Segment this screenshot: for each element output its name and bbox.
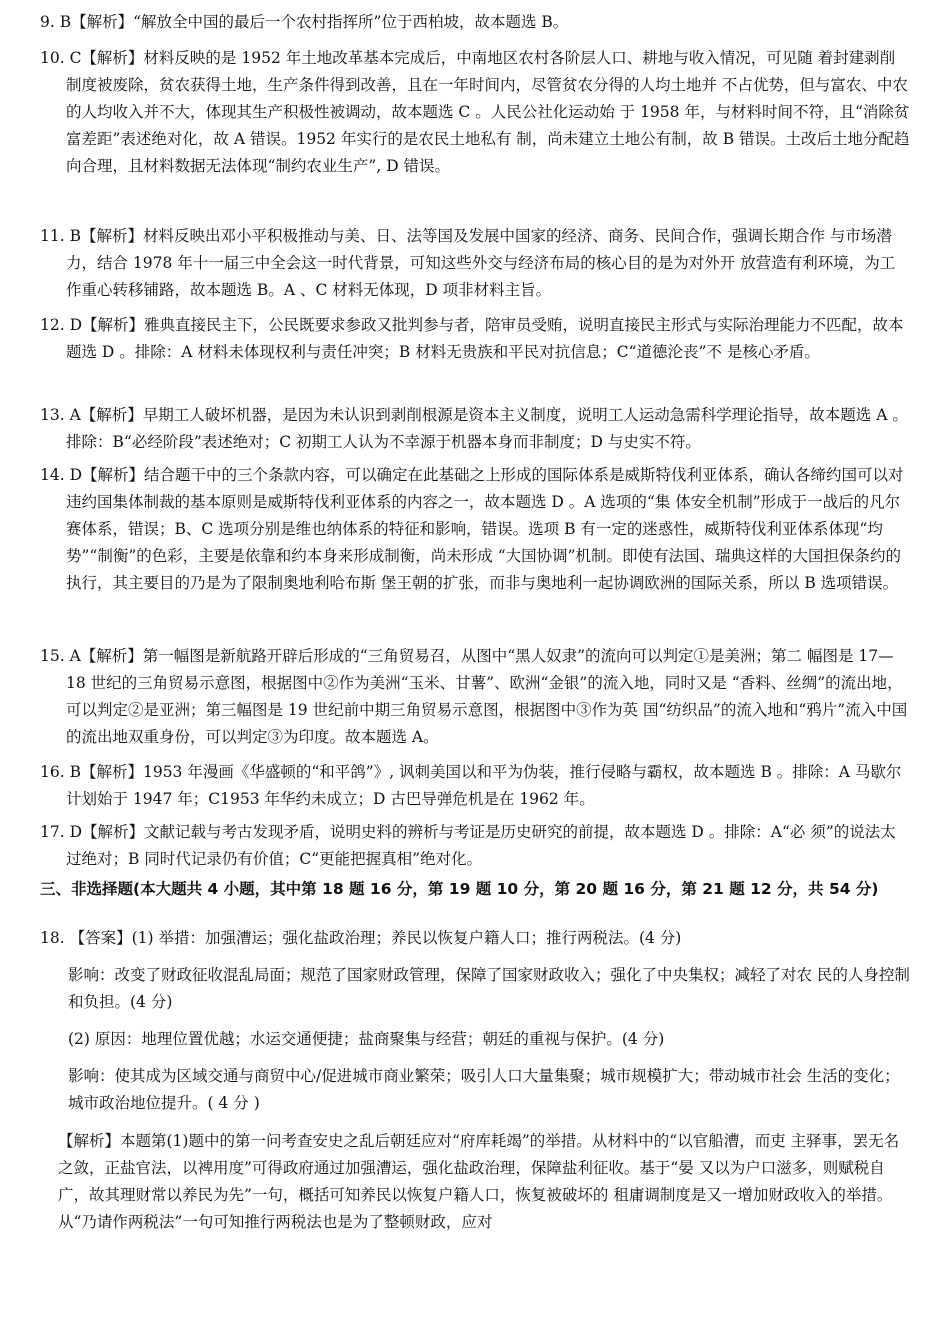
answer-q18-reason2-text: (2) 原因：地理位置优越；水运交通便捷；盐商聚集与经营；朝廷的重视与保护。(4 分) xyxy=(68,1030,665,1048)
answer-q18-text: 18. 【答案】(1) 举措：加强漕运；强化盐政治理；养民以恢复户籍人口；推行两税法。(4 分) xyxy=(40,929,682,947)
answer-q18-analysis-text: 【解析】本题第(1)题中的第一问考查安史之乱后朝廷应对“府库耗竭”的举措。从材料中的“以官船漕，而吏 主驿事，罢无名之敛，正盐官法，以裨用度”可得政府通过加强漕运，强化盐政治理，保障盐利征收。基于“晏 又以为户口滋多，则赋税自广，故其理财常以养民为先”一句，概括可知养民以恢复户籍人口，恢复被破坏的 租庸调制度是又一增加财政收入的举措。从“乃请作两税法”一句可知推行两税法也是为了整顿财政，应对 xyxy=(58,1132,900,1231)
answer-q15-text: 15. A【解析】第一幅图是新航路开辟后形成的“三角贸易召，从图中“黑人奴隶”的流向可以判定①是美洲；第二 幅图是 17—18 世纪的三角贸易示意图，根据图中②作为美洲“玉米、甘薯”、欧洲“金银”的流入地，同时又是 “香料、丝绸”的流出地，可以判定②是亚洲；第三幅图是 19 世纪前中期三角贸易示意图，根据图中③作为英 国“纺织品”的流入地和“鸦片”流入中国的流出地双重身份，可以判定③为印度。故本题选 A。 xyxy=(40,647,908,746)
answer-q14-text: 14. D【解析】结合题干中的三个条款内容，可以确定在此基础之上形成的国际体系是威斯特伐利亚体系，确认各缔约国可以对违约国集体制裁的基本原则是威斯特伐利亚体系的内容之一，故本题选 D 。A 选项的“集 体安全机制”形成于一战后的凡尔赛体系，错误；B、C 选项分别是维也纳体系的特征和影响，错误。选项 B 有一定的迷惑性，威斯特伐利亚体系体现“均势”“制衡”的色彩，主要是依靠和约本身来形成制衡，尚未形成 “大国协调”机制。即使有法国、瑞典这样的大国担保条约的执行，其主要目的乃是为了限制奥地利哈布斯 堡王朝的扩张，而非与奥地利一起协调欧洲的国际关系，所以 B 选项错误。 xyxy=(40,466,904,592)
answer-q18-analysis xyxy=(40,1128,910,1236)
answer-q16 xyxy=(40,759,910,813)
answer-q18-impact2-text: 影响：使其成为区域交通与商贸中心/促进城市商业繁荣；吸引人口大量集聚；城市规模扩大；带动城市社会 生活的变化；城市政治地位提升。( 4 分 ) xyxy=(68,1067,900,1112)
answer-q16-text: 16. B【解析】1953 年漫画《华盛顿的“和平鸽”》, 讽刺美国以和平为伪装，推行侵略与霸权，故本题选 B 。排除：A 马歇尔计划始于 1947 年；C1953 年华约未成立；D 古巴导弹危机是在 1962 年。 xyxy=(40,763,902,808)
answer-q18-impact2 xyxy=(40,1063,910,1117)
answer-q10-text: 10. C【解析】材料反映的是 1952 年土地改革基本完成后，中南地区农村各阶层人口、耕地与收入情况，可见随 着封建剥削制度被废除，贫农获得土地，生产条件得到改善，且在一年时间内，尽管贫农分得的人均土地并 不占优势，但与富农、中农的人均收入并不大，体现其生产积极性被调动，故本题选 C 。人民公社化运动始 于 1958 年，与材料时间不符，且“消除贫富差距”表述绝对化，故 A 错误。1952 年实行的是农民土地私有 制，尚未建立土地公有制，故 B 错误。土改后土地分配趋向合理，且材料数据无法体现“制约农业生产”, D 错误。 xyxy=(40,49,910,175)
answer-q9 xyxy=(40,9,910,36)
answer-q12 xyxy=(40,312,910,366)
answer-q18-impact1-text: 影响：改变了财政征收混乱局面；规范了国家财政管理，保障了国家财政收入；强化了中央集权；减轻了对农 民的人身控制和负担。(4 分) xyxy=(68,966,910,1011)
answer-q17-text: 17. D【解析】文献记载与考古发现矛盾，说明史料的辨析与考证是历史研究的前提，故本题选 D 。排除：A“必 须”的说法太过绝对；B 同时代记录仍有价值；C“更能把握真相”绝对化。 xyxy=(40,823,896,868)
answer-q13 xyxy=(40,402,910,456)
answer-q18-line xyxy=(40,925,910,952)
answer-q9-text: 9. B【解析】“解放全中国的最后一个农村指挥所”位于西柏坡，故本题选 B。 xyxy=(40,13,569,31)
answer-q14 xyxy=(40,462,910,597)
answer-q11-text: 11. B【解析】材料反映出邓小平积极推动与美、日、法等国及发展中国家的经济、商务、民间合作，强调长期合作 与市场潜力，结合 1978 年十一届三中全会这一时代背景，可知这些外交与经济布局的核心目的是为对外开 放营造有利环境，为工作重心转移铺路，故本题选 B。A 、C 材料无体现，D 项非材料主旨。 xyxy=(40,227,896,299)
answer-q10 xyxy=(40,45,910,180)
answer-q15 xyxy=(40,643,910,751)
answer-q18-reason2 xyxy=(40,1026,910,1053)
answer-q18-impact1 xyxy=(40,962,910,1016)
answer-q11 xyxy=(40,223,910,304)
answer-q13-text: 13. A【解析】早期工人破坏机器，是因为未认识到剥削根源是资本主义制度，说明工人运动急需科学理论指导，故本题选 A 。排除：B“必经阶段”表述绝对；C 初期工人认为不幸源于机器本身而非制度；D 与史实不符。 xyxy=(40,406,908,451)
answer-q17 xyxy=(40,819,910,873)
section-heading: 三、非选择题(本大题共 4 小题，其中第 18 题 16 分，第 19 题 10 分，第 20 题 16 分，第 21 题 12 分，共 54 分) xyxy=(40,880,879,898)
answer-q12-text: 12. D【解析】雅典直接民主下，公民既要求参政又批判参与者，陪审员受贿，说明直接民主形式与实际治理能力不匹配，故本题选 D 。排除：A 材料未体现权利与责任冲突；B 材料无贵族和平民对抗信息；C“道德沦丧”不 是核心矛盾。 xyxy=(40,316,904,361)
